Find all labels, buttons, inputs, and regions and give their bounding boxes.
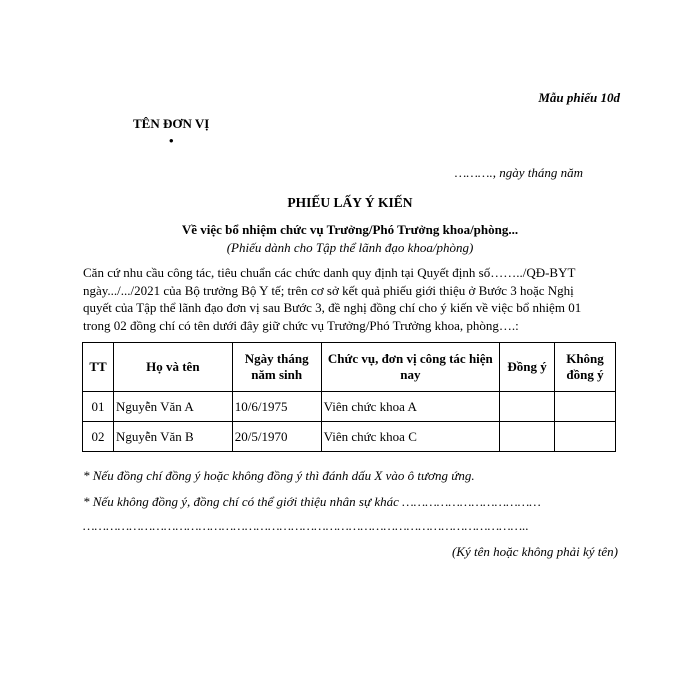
header-dob-line: năm sinh bbox=[251, 367, 303, 382]
cell-disagree-checkbox[interactable] bbox=[555, 392, 616, 422]
instruction-note: * Nếu đồng chí đồng ý hoặc không đồng ý thì đánh dấu X vào ô tương ứng. bbox=[83, 468, 475, 483]
cell-tt: 01 bbox=[83, 392, 114, 422]
table-row bbox=[83, 392, 616, 422]
header-disagree bbox=[555, 343, 616, 392]
cell-name: Nguyễn Văn B bbox=[113, 422, 232, 452]
header-name: Họ và tên bbox=[113, 343, 232, 392]
document-audience: (Phiếu dành cho Tập thể lãnh đạo khoa/phòng) bbox=[226, 240, 474, 255]
cell-agree-checkbox[interactable] bbox=[500, 392, 555, 422]
document-title: PHIẾU LẤY Ý KIẾN bbox=[287, 195, 413, 210]
intro-paragraph bbox=[83, 264, 618, 334]
document-subject: Về việc bổ nhiệm chức vụ Trưởng/Phó Trưởng khoa/phòng... bbox=[181, 222, 519, 237]
signature-note: (Ký tên hoặc không phải ký tên) bbox=[451, 544, 618, 559]
intro-line: quyết của Tập thể lãnh đạo đơn vị sau Bước 3, đề nghị đồng chí cho ý kiến về việc bổ nhiệm 01 bbox=[83, 300, 582, 315]
header-dob bbox=[232, 343, 321, 392]
cell-position: Viên chức khoa C bbox=[321, 422, 500, 452]
form-code: Mẫu phiếu 10d bbox=[538, 90, 620, 105]
cell-tt: 02 bbox=[83, 422, 114, 452]
cell-agree-checkbox[interactable] bbox=[500, 422, 555, 452]
unit-bullet: • bbox=[169, 133, 174, 148]
table-header-row bbox=[83, 343, 616, 392]
intro-line: Căn cứ nhu cầu công tác, tiêu chuẩn các chức danh quy định tại Quyết định số……../QĐ-BYT bbox=[83, 265, 576, 280]
header-disagree-line: đồng ý bbox=[566, 367, 604, 382]
alternative-nominee-note: * Nếu không đồng ý, đồng chí có thể giới thiệu nhân sự khác ……………………………… bbox=[83, 494, 541, 509]
cell-disagree-checkbox[interactable] bbox=[555, 422, 616, 452]
header-position-line: nay bbox=[400, 367, 421, 382]
header-position-line: Chức vụ, đơn vị công tác hiện bbox=[327, 351, 493, 366]
cell-name: Nguyễn Văn A bbox=[113, 392, 232, 422]
date-line: ………., ngày tháng năm bbox=[454, 165, 583, 180]
intro-line: ngày.../.../2021 của Bộ trưởng Bộ Y tế; trên cơ sở kết quả phiếu giới thiệu ở Bước 3 hoặc Nghị bbox=[83, 282, 574, 298]
unit-name: TÊN ĐƠN VỊ bbox=[133, 116, 210, 131]
header-disagree-line: Không bbox=[566, 351, 604, 366]
cell-dob: 10/6/1975 bbox=[232, 392, 321, 422]
nominee-fill-line[interactable]: …………………………………………………………………………………………………….. bbox=[83, 518, 529, 533]
header-agree: Đồng ý bbox=[500, 343, 555, 392]
candidate-table bbox=[82, 342, 616, 452]
intro-line: trong 02 đồng chí có tên dưới đây giữ chức vụ Trưởng/Phó Trưởng khoa, phòng….: bbox=[83, 317, 519, 333]
cell-dob: 20/5/1970 bbox=[232, 422, 321, 452]
header-tt: TT bbox=[83, 343, 114, 392]
table-row bbox=[83, 422, 616, 452]
header-position bbox=[321, 343, 500, 392]
header-dob-line: Ngày tháng bbox=[244, 351, 309, 366]
cell-position: Viên chức khoa A bbox=[321, 392, 500, 422]
